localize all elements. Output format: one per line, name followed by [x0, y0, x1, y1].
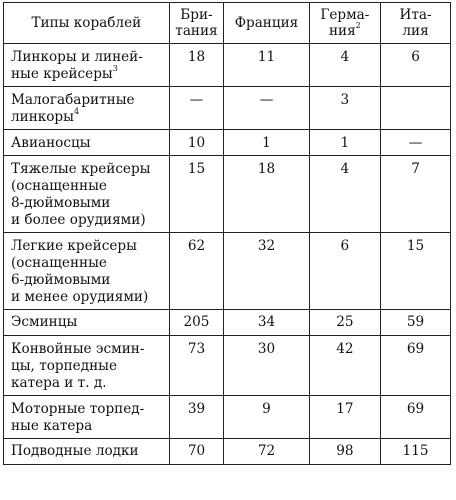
- value-germany: 6: [309, 233, 380, 310]
- ship-type-line: 6-дюймовыми: [11, 272, 111, 288]
- value-britain: 10: [169, 130, 224, 156]
- ship-type-line: цы, торпедные: [11, 358, 118, 374]
- value-france: 30: [224, 336, 309, 396]
- value-italy: 59: [381, 310, 451, 336]
- value-france: 32: [224, 233, 309, 310]
- ship-type-line: [11, 66, 163, 83]
- value-britain: 15: [169, 156, 224, 233]
- ship-type-line: Легкие крейсеры: [11, 238, 137, 254]
- header-row: [4, 3, 451, 44]
- ship-type-line: 8-дюймовыми: [11, 195, 111, 211]
- value-germany: 17: [309, 396, 380, 439]
- ship-type-line-text: ные крейсеры: [11, 66, 113, 82]
- value-france: 11: [224, 44, 309, 87]
- table-row: [4, 87, 451, 130]
- ship-type-cell: [4, 310, 170, 336]
- ship-type-cell: [4, 439, 170, 465]
- ship-type-line: Малогабаритные: [11, 92, 135, 108]
- ship-type-cell: [4, 336, 170, 396]
- table-row: [4, 44, 451, 87]
- table-row: [4, 156, 451, 233]
- value-germany: 3: [309, 87, 380, 130]
- table-row: [4, 310, 451, 336]
- header-germany-line-2: [320, 20, 369, 39]
- ship-type-line: катера и т. д.: [11, 375, 107, 391]
- ship-type-cell: [4, 233, 170, 310]
- value-france: 34: [224, 310, 309, 336]
- ship-type-line: и более орудиями): [11, 212, 146, 228]
- ship-type-line: (оснащенные: [11, 255, 107, 271]
- value-italy: 7: [381, 156, 451, 233]
- table-row: [4, 336, 451, 396]
- value-germany: 1: [309, 130, 380, 156]
- value-italy: 115: [381, 439, 451, 465]
- value-britain: 18: [169, 44, 224, 87]
- ship-type-line: Линкоры и линей-: [11, 49, 143, 65]
- value-britain: 70: [169, 439, 224, 465]
- ship-type-line: ные катера: [11, 418, 93, 434]
- header-germany-line-1: Герма-: [320, 6, 370, 23]
- ship-type-line: [11, 109, 163, 126]
- value-germany: 25: [309, 310, 380, 336]
- value-britain: 205: [169, 310, 224, 336]
- value-germany: 98: [309, 439, 380, 465]
- header-britain-line-2: тания: [175, 22, 218, 39]
- value-italy: 15: [381, 233, 451, 310]
- header-italy-line-1: Ита-: [399, 6, 432, 23]
- value-britain: 73: [169, 336, 224, 396]
- value-france: 1: [224, 130, 309, 156]
- value-italy: 69: [381, 396, 451, 439]
- ship-type-cell: [4, 156, 170, 233]
- table-row: [4, 130, 451, 156]
- value-italy: 69: [381, 336, 451, 396]
- value-germany: 42: [309, 336, 380, 396]
- value-italy: 6: [381, 44, 451, 87]
- value-france: —: [224, 87, 309, 130]
- ship-type-line: (оснащенные: [11, 178, 107, 194]
- value-germany: 4: [309, 156, 380, 233]
- table-row: [4, 233, 451, 310]
- value-germany: 4: [309, 44, 380, 87]
- ship-type-cell: [4, 396, 170, 439]
- ship-type-line-text: линкоры: [11, 109, 74, 125]
- fleet-table: [3, 2, 451, 465]
- header-germany: [309, 3, 380, 44]
- ship-type-line: Тяжелые крейсеры: [11, 161, 151, 177]
- value-france: 9: [224, 396, 309, 439]
- ship-type-line: и менее орудиями): [11, 289, 149, 305]
- header-type: Типы кораблей: [4, 3, 170, 44]
- ship-type-line: Конвойные эсмин-: [11, 341, 145, 357]
- value-france: 72: [224, 439, 309, 465]
- value-italy: [381, 87, 451, 130]
- ship-type-line: Подводные лодки: [11, 443, 139, 459]
- header-italy: [381, 3, 451, 44]
- header-britain: [169, 3, 224, 44]
- header-italy-line-2: лия: [402, 22, 429, 39]
- value-britain: 39: [169, 396, 224, 439]
- ship-type-line: Эсминцы: [11, 314, 78, 330]
- header-britain-line-1: Бри-: [180, 6, 213, 23]
- value-italy: —: [381, 130, 451, 156]
- header-germany-line-2-text: ния: [328, 22, 356, 39]
- ship-type-cell: [4, 130, 170, 156]
- header-france: Франция: [224, 3, 309, 44]
- footnote-mark: 4: [73, 107, 80, 117]
- value-britain: 62: [169, 233, 224, 310]
- ship-type-cell: [4, 44, 170, 87]
- header-germany-footnote: 2: [355, 20, 361, 30]
- ship-type-line: Моторные торпед-: [11, 401, 145, 417]
- footnote-mark: 3: [112, 64, 118, 74]
- ship-type-line: Авианосцы: [11, 135, 91, 151]
- table-row: [4, 396, 451, 439]
- value-france: 18: [224, 156, 309, 233]
- table-row: [4, 439, 451, 465]
- ship-type-cell: [4, 87, 170, 130]
- value-britain: —: [169, 87, 224, 130]
